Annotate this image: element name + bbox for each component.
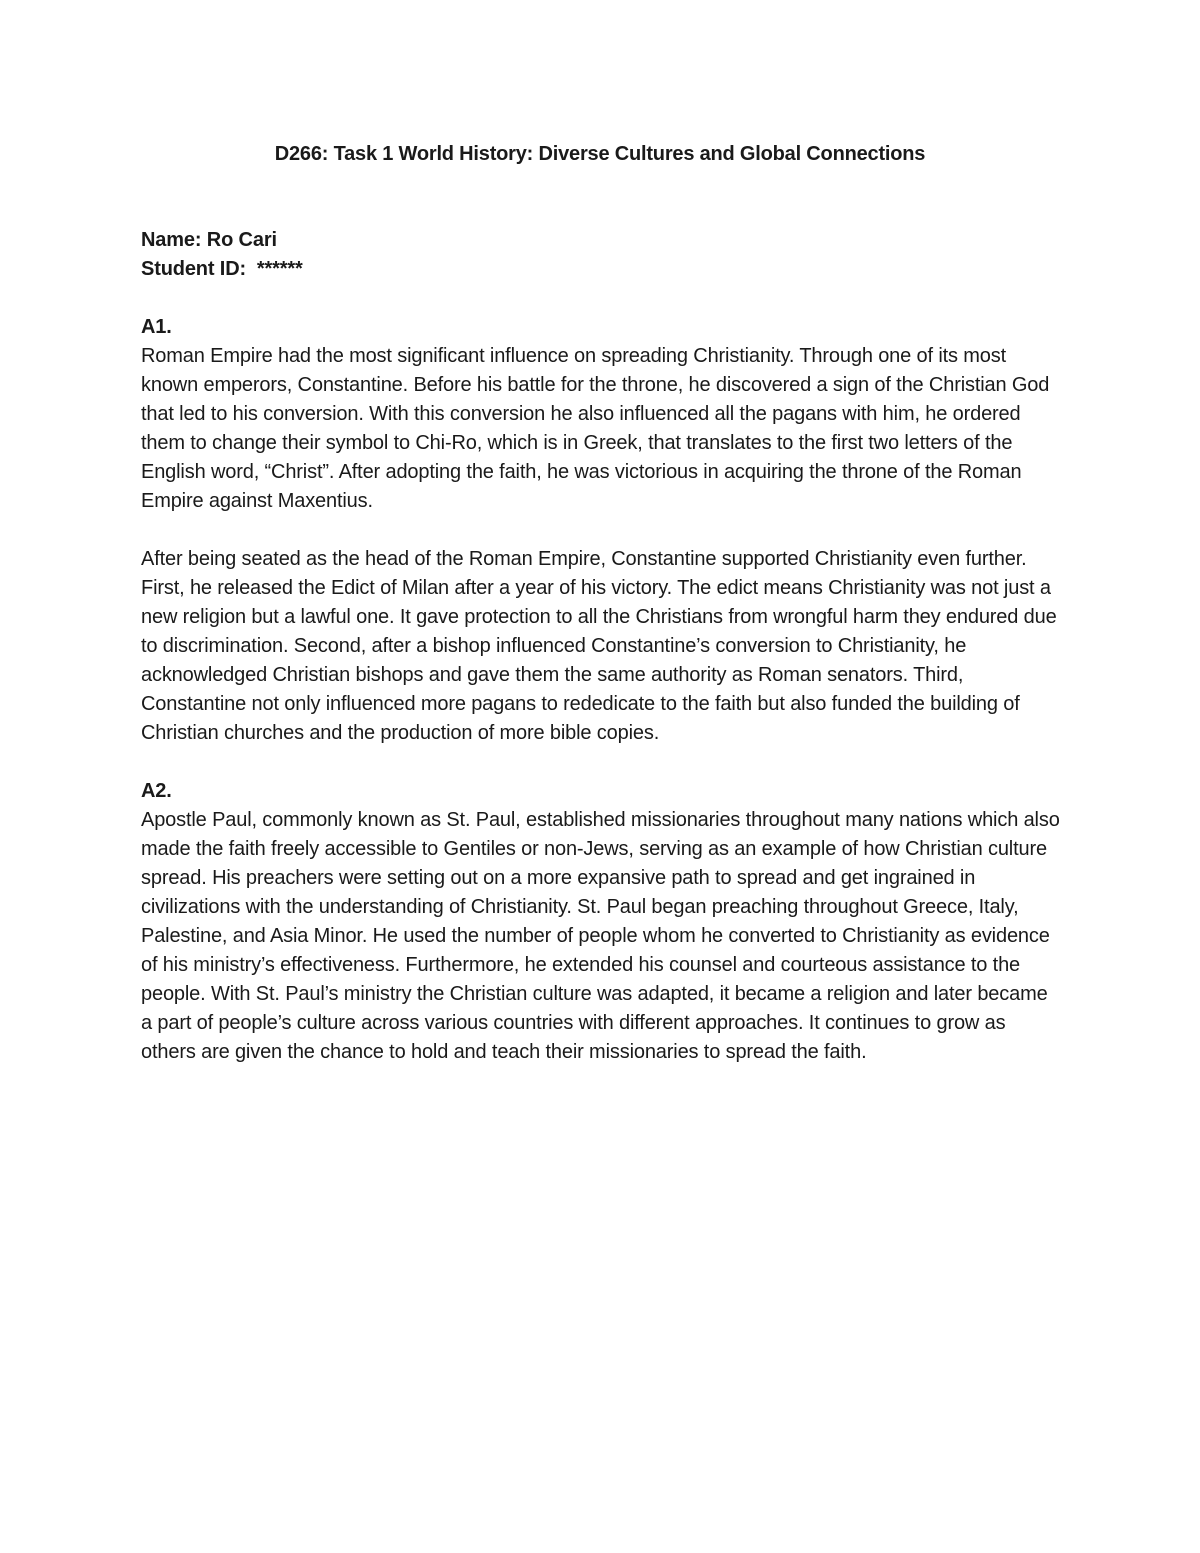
document-title: D266: Task 1 World History: Diverse Cultures and Global Connections	[274, 143, 926, 165]
spacer	[141, 748, 1061, 777]
student-name: Name: Ro Cari	[141, 229, 277, 251]
section-a2-heading: A2.	[141, 780, 172, 802]
spacer	[141, 516, 1061, 545]
section-a2-paragraph-1: Apostle Paul, commonly known as St. Paul, established missionaries throughout many nations which also made the faith freely accessible to Gentiles or non-Jews, serving as an example of how Christian culture spread. His preachers were setting out on a more expansive path to spread and get ingrained in civilizations with the understanding of Christianity. St. Paul began preaching throughout Greece, Italy, Palestine, and Asia Minor. He used the number of people whom he converted to Christianity as evidence of his ministry’s effectiveness. Furthermore, he extended his counsel and courteous assistance to the people. With St. Paul’s ministry the Christian culture was adapted, it became a religion and later became a part of people’s culture across various countries with different approaches. It continues to grow as others are given the chance to hold and teach their missionaries to spread the faith.	[141, 809, 1060, 1063]
section-a1-heading: A1.	[141, 316, 172, 338]
student-id: Student ID: ******	[141, 258, 303, 280]
spacer	[141, 284, 1061, 313]
section-a1-paragraph-1: Roman Empire had the most significant influence on spreading Christianity. Through one of its most known emperors, Constantine. Before his battle for the throne, he discovered a sign of the Christian God that led to his conversion. With this conversion he also influenced all the pagans with him, he ordered them to change their symbol to Chi-Ro, which is in Greek, that translates to the first two letters of the English word, “Christ”. After adopting the faith, he was victorious in acquiring the throne of the Roman Empire against Maxentius.	[141, 345, 1050, 512]
section-a1-paragraph-2: After being seated as the head of the Roman Empire, Constantine supported Christianity even further. First, he released the Edict of Milan after a year of his victory. The edict means Christianity was not just a new religion but a lawful one. It gave protection to all the Christians from wrongful harm they endured due to discrimination. Second, after a bishop influenced Constantine’s conversion to Christianity, he acknowledged Christian bishops and gave them the same authority as Roman senators. Third, Constantine not only influenced more pagans to rededicate to the faith but also funded the building of Christian churches and the production of more bible copies.	[141, 548, 1057, 744]
document-body	[141, 226, 1061, 1067]
